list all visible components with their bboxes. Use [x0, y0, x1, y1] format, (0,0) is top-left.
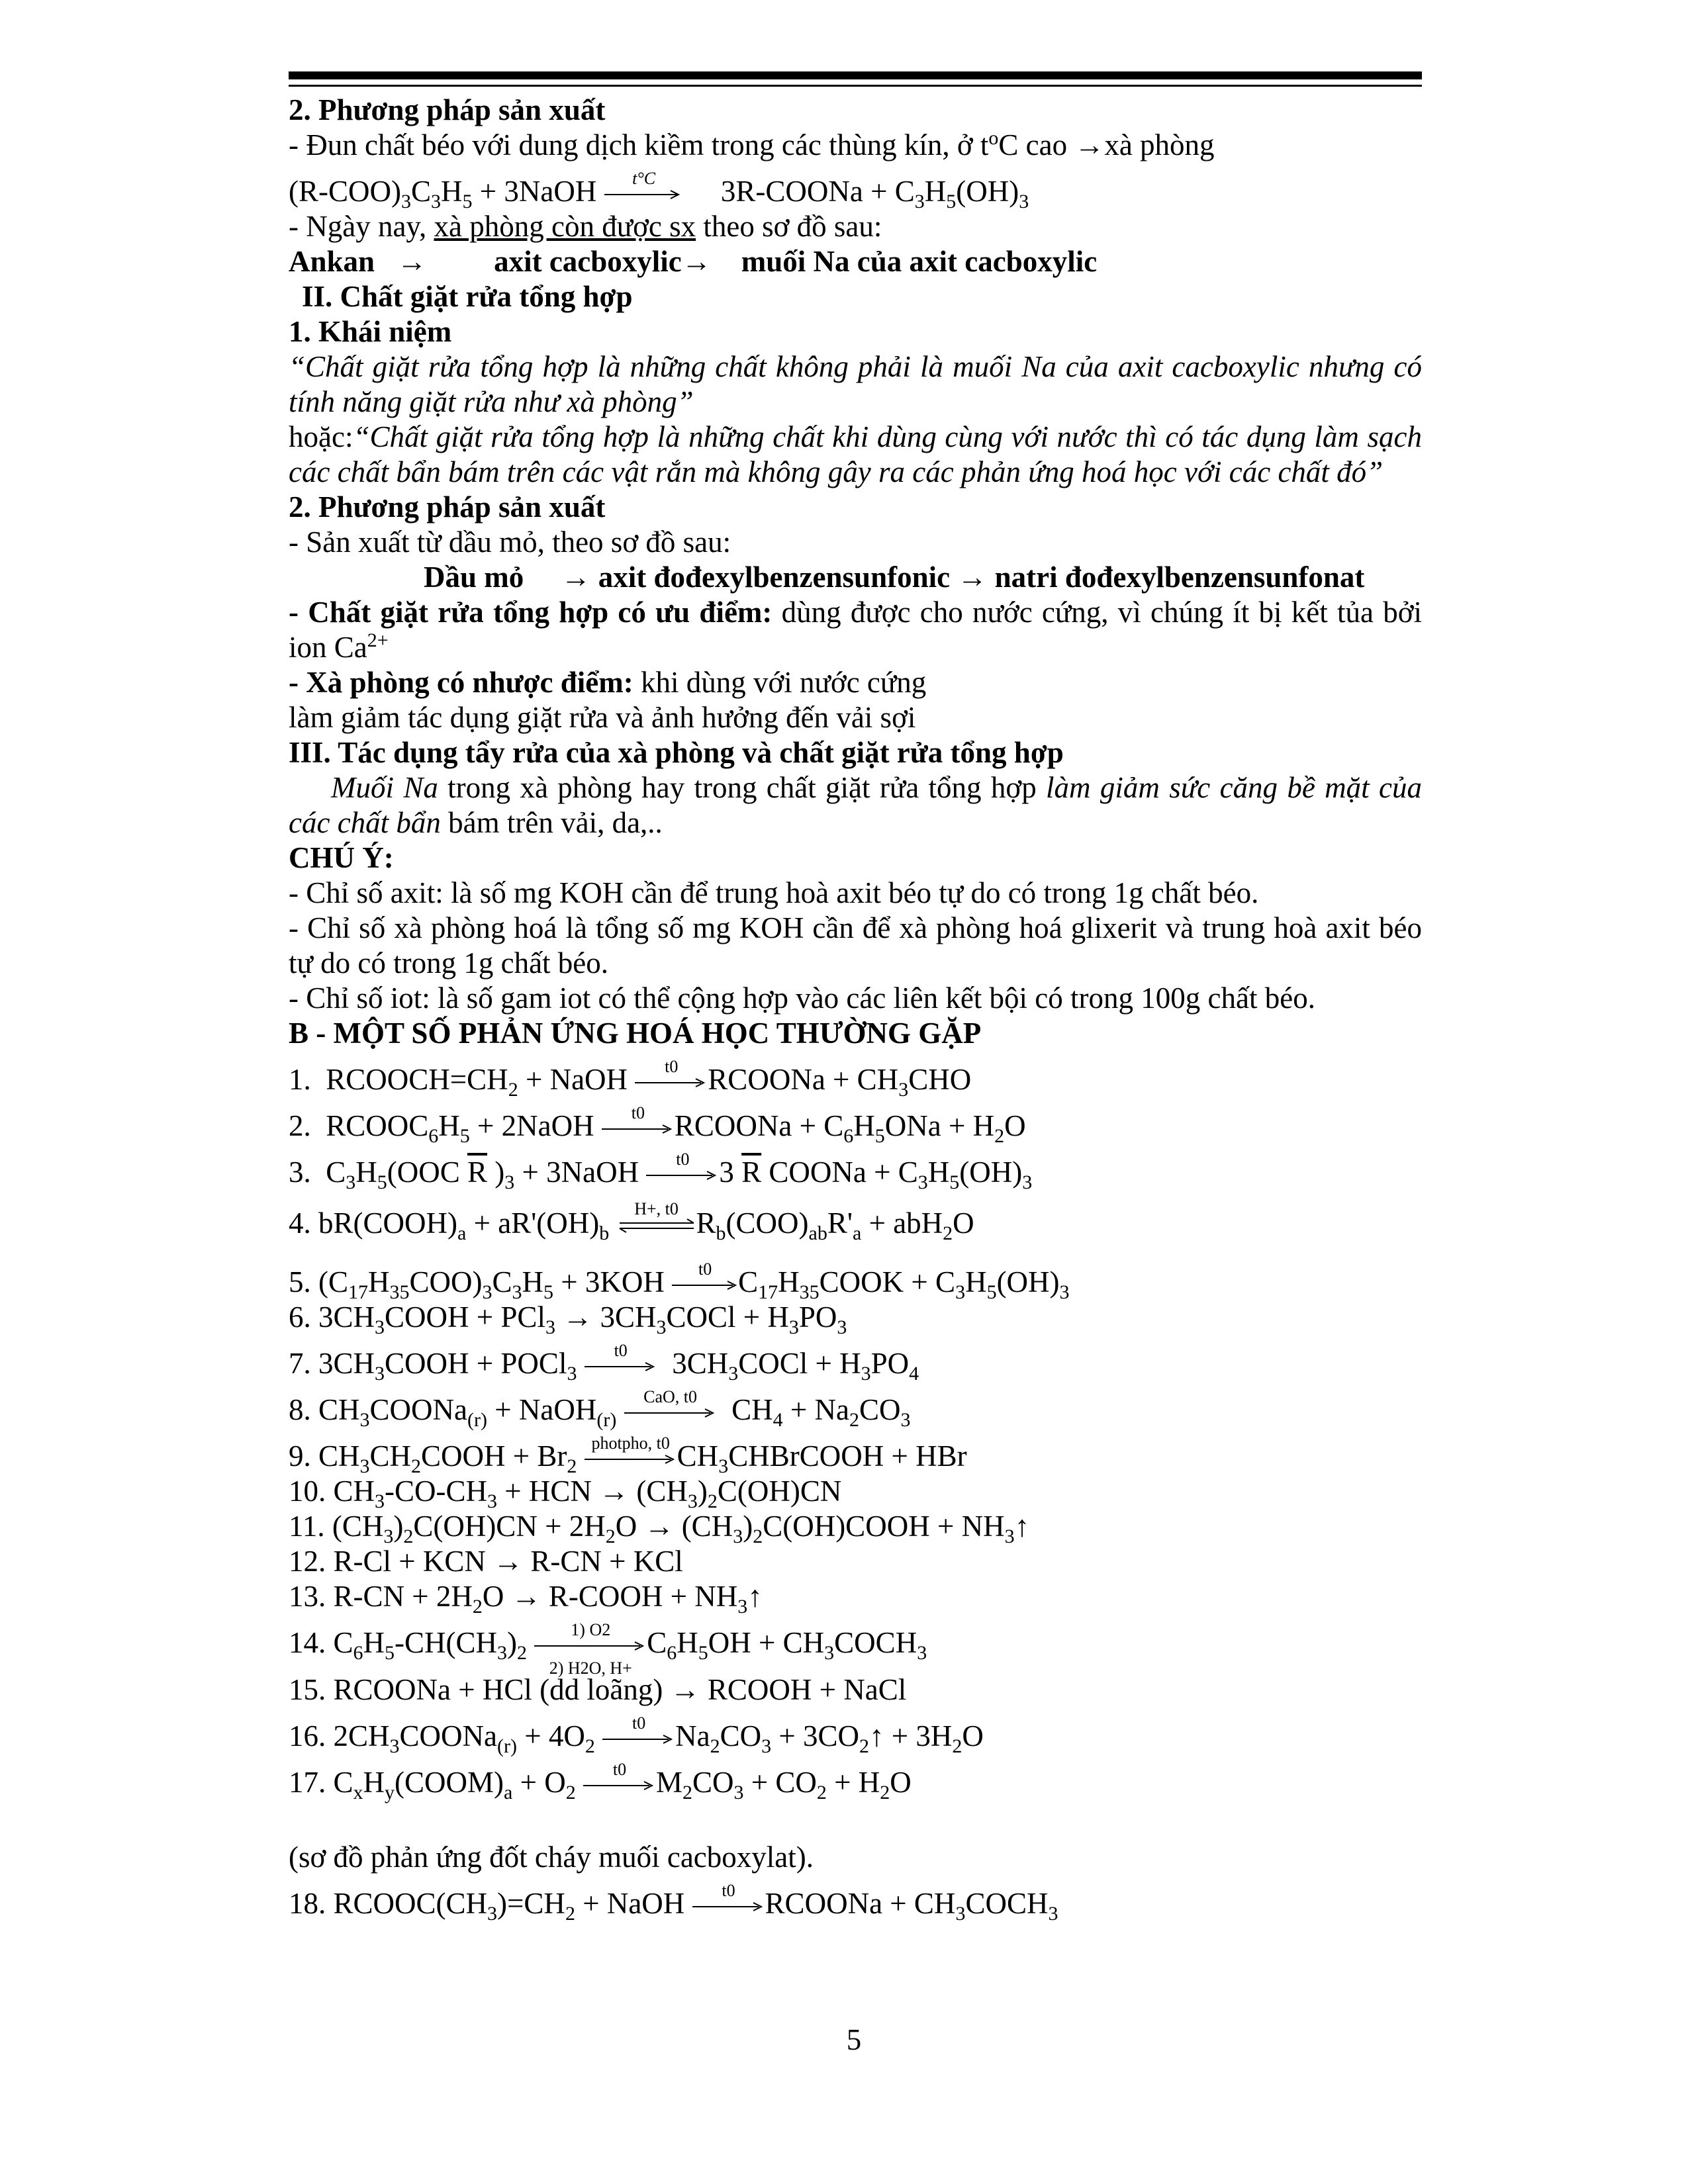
production-line-1: - Đun chất béo với dung dịch kiềm trong các thùng kín, ở $t^oC$ cao →xà phòng — [289, 127, 1215, 161]
note-acid-index: - Chỉ số axit: là số mg KOH cần để trung hoà axit béo tự do có trong 1g chất béo. — [289, 876, 1259, 909]
reaction-4: 4. $bR(COOH)_a + aR'(OH)_b$ H+, t0 $R_b(COO)_{ab}R'_a + abH_2O$ — [289, 1199, 974, 1244]
note-saponification-index: - Chỉ số xà phòng hoá là tổng số mg KOH cần để xà phòng hoá glixerit và trung hoà axit béo tự do có trong 1g chất béo. — [289, 911, 1422, 979]
reaction-arrow: t°C — [604, 188, 684, 201]
definition-quote-2: hoặc:“Chất giặt rửa tổng hợp là những chất khi dùng cùng với nước thì có tác dụng làm sạch các chất bẩn bám trên các vật rắn mà không gây ra các phản ứng hoá học với các chất đó” — [289, 420, 1422, 488]
flow-scheme-detergent: Dầu mỏ → axit đođexylbenzensunfonic → natri đođexylbenzensunfonat — [424, 561, 1365, 594]
note-title: CHÚ Ý: — [289, 841, 394, 874]
flow-scheme-soap: Ankan → axit cacboxylic→ muối Na của axit cacboxylic — [289, 245, 1098, 278]
reaction-11: 11. $(CH_3)_2C(OH)CN + 2H_2O$ → $(CH_3)_2C(OH)COOH$ + $NH_3↑$ — [289, 1510, 1030, 1547]
production2-line-1: - Sản xuất từ dầu mỏ, theo sơ đồ sau: — [289, 525, 731, 559]
section-title-detergent: II. Chất giặt rửa tổng hợp — [302, 280, 633, 313]
reaction-17: 17. $C_xH_y(COOM)_a + O_2$ t0 $M_2CO_3 + CO_2 + H_2O$ — [289, 1760, 912, 1803]
reaction-6: 6. $3CH_3COOH + PCl_3$ → $3CH_3COCl + H_3PO_3$ — [289, 1300, 847, 1338]
note-iodine-index: - Chỉ số iot: là số gam iot có thể cộng hợp vào các liên kết bội có trong 100g chất béo. — [289, 981, 1315, 1015]
reaction-16: 16. $2CH_3COONa_{(r)} + 4O_2$ t0 $Na_2CO_3$ + $3CO_2↑ + 3H_2O$ — [289, 1713, 984, 1757]
reaction-13: 13. $R-CN + 2H_2O$ → R-COOH + $NH_3↑$ — [289, 1580, 763, 1617]
reaction-9: 9. $CH_3CH_2COOH + Br_2$ photpho, t0 $CH_3CHBrCOOH$ + HBr — [289, 1433, 967, 1477]
reaction-14: 14. $C_6H_5-CH(CH_3)_2$ 1) O2 2) H2O, H+ $C_6H_5OH$ + $CH_3COCH_3$ — [289, 1620, 927, 1678]
reaction-2: 2. $RCOOC_6H_5$ + 2NaOH t0 RCOONa + $C_6H_5ONa + H_2O$ — [289, 1103, 1026, 1147]
section-title-production-2: 2. Phương pháp sản xuất — [289, 490, 606, 523]
section-title-cleaning: III. Tác dụng tẩy rửa của xà phòng và chất giặt rửa tổng hợp — [289, 736, 1064, 769]
cleaning-paragraph: Muối Na trong xà phòng hay trong chất giặt rửa tổng hợp làm giảm sức căng bề mặt của các chất bẩn bám trên vải, da,.. — [289, 771, 1422, 839]
production-line-3: - Ngày nay, xà phòng còn được sx theo sơ đồ sau: — [289, 210, 882, 243]
reaction-7: 7. $3CH_3COOH$ + POCl$_3$ t0 $3CH_3COCl + H_3PO_4$ — [289, 1341, 919, 1385]
disadvantage-line-2: làm giảm tác dụng giặt rửa và ảnh hưởng đến vải sợi — [289, 701, 916, 734]
reaction-8: 8. $CH_3COONa_{(r)}$ + NaOH$_{(r)}$ CaO, t0 $CH_4 + Na_2CO_3$ — [289, 1387, 911, 1431]
section-title-production: 2. Phương pháp sản xuất — [289, 93, 606, 126]
definition-quote-1: “Chất giặt rửa tổng hợp là những chất không phải là muối Na của axit cacboxylic nhưng có tính năng giặt rửa như xà phòng” — [289, 350, 1422, 418]
reaction-5: 5. $(C_{17}H_{35}COO)_3C_3H_5 + 3KOH$ t0 $C_{17}H_{35}COOK + C_3H_5(OH)_3$ — [289, 1259, 1070, 1303]
equation-saponification: $(R-COO)_3C_3H_5$ + 3NaOH t°C 3R-COONa + $C_3H_5(OH)_3$ — [289, 169, 1029, 212]
advantage-paragraph: - Chất giặt rửa tổng hợp có ưu điểm: dùng được cho nước cứng, vì chúng ít bị kết tủa bởi ion $Ca^{2+}$ — [289, 596, 1423, 664]
reaction-15: 15. RCOONa + HCl (dd loãng) → RCOOH + NaCl — [289, 1673, 907, 1706]
reaction-10: 10. $CH_3-CO-CH_3$ + HCN → $(CH_3)_2C(OH)CN$ — [289, 1475, 842, 1512]
disadvantage-line-1: - Xà phòng có nhược điểm: khi dùng với nước cứng — [289, 666, 927, 699]
reaction-footnote: (sơ đồ phản ứng đốt cháy muối cacboxylat). — [289, 1841, 814, 1874]
page-number: 5 — [846, 2023, 862, 2056]
concept-title: 1. Khái niệm — [289, 315, 452, 348]
reaction-1: 1. $RCOOCH=CH_2$ + NaOH t0 RCOONa + $CH_3CHO$ — [289, 1057, 972, 1101]
section-title-reactions: B - MỘT SỐ PHẢN ỨNG HOÁ HỌC THƯỜNG GẶP — [289, 1017, 982, 1050]
header-rule-thick — [289, 71, 1422, 79]
reaction-18: 18. $RCOOC(CH_3)=CH_2$ + NaOH t0 RCOONa + $CH_3COCH_3$ — [289, 1881, 1058, 1925]
reaction-3: 3. $C_3H_5(OOC$ $\overline{R}$ )$_3$ + 3NaOH t0 3 $\overline{R}$ COONa + $C_3H_5(OH)_3$ — [289, 1150, 1033, 1193]
reaction-12: 12. R-Cl + KCN → R-CN + KCl — [289, 1545, 683, 1578]
header-rule-thin — [289, 85, 1422, 87]
page-content — [289, 93, 1423, 1925]
